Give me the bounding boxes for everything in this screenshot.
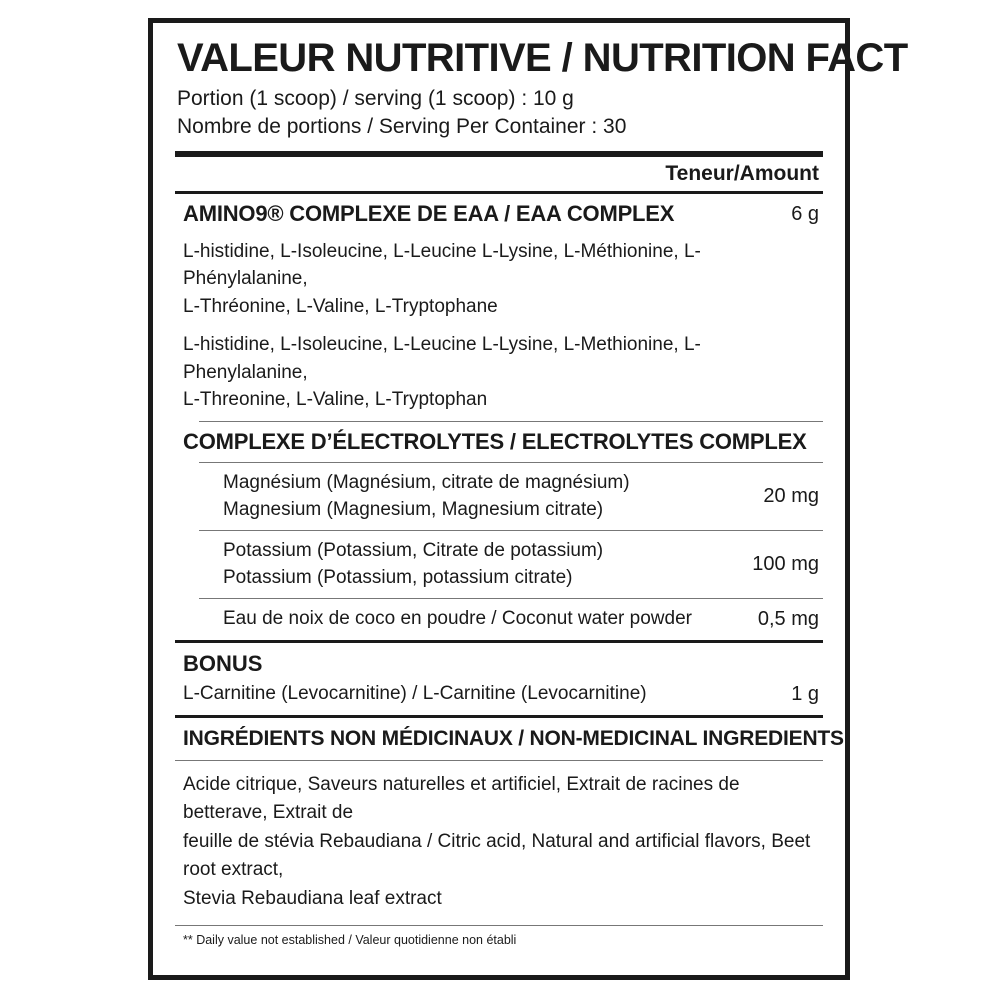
bonus-row-carnitine (175, 681, 823, 715)
eaa-list-french-line-1: L-histidine, L-Isoleucine, L-Leucine L-Lysine, L-Méthionine, L-Phénylalanine, (183, 240, 701, 290)
page-title: VALEUR NUTRITIVE / NUTRITION FACT (177, 36, 908, 80)
magnesium-label-french: Magnésium (Magnésium, citrate de magnésium) (223, 471, 630, 493)
eaa-list-french-line-2: L-Thréonine, L-Valine, L-Tryptophane (183, 295, 498, 317)
servings-per-container: Nombre de portions / Serving Per Container : 30 (177, 115, 627, 139)
ingredients-line-2: feuille de stévia Rebaudiana / Citric acid, Natural and artificial flavors, Beet root extract, (183, 830, 811, 881)
nutrient-row-potassium (175, 531, 823, 598)
magnesium-amount: 20 mg (763, 485, 819, 508)
nutrient-row-coconut-water-powder (175, 599, 823, 640)
potassium-amount: 100 mg (752, 553, 819, 576)
eaa-complex-row (175, 194, 823, 234)
coconut-water-powder-amount: 0,5 mg (757, 608, 819, 631)
coconut-water-powder-label: Eau de noix de coco en poudre / Coconut water powder (223, 608, 692, 630)
ingredients-section-title: INGRÉDIENTS NON MÉDICINAUX / NON-MEDICINAL INGREDIENTS (183, 726, 844, 750)
eaa-complex-title: AMINO9® COMPLEXE DE EAA / EAA COMPLEX (183, 200, 675, 226)
potassium-labels (175, 538, 603, 591)
electrolytes-complex-title: COMPLEXE D’ÉLECTROLYTES / ELECTROLYTES COMPLEX (183, 428, 807, 454)
daily-value-footnote: ** Daily value not established / Valeur quotidienne non établi (183, 933, 517, 948)
eaa-complex-amount: 6 g (791, 202, 819, 225)
magnesium-labels (175, 470, 630, 523)
bonus-section-title: BONUS (183, 650, 263, 676)
electrolytes-complex-row (175, 422, 823, 462)
eaa-list-english-line-1: L-histidine, L-Isoleucine, L-Leucine L-Lysine, L-Methionine, L-Phenylalanine, (183, 334, 701, 383)
carnitine-label: L-Carnitine (Levocarnitine) / L-Carnitine (Levocarnitine) (183, 683, 647, 705)
nutrition-facts-panel (148, 18, 908, 980)
serving-size: Portion (1 scoop) / serving (1 scoop) : 10 g (177, 87, 574, 110)
potassium-label-french: Potassium (Potassium, Citrate de potassium) (223, 540, 604, 562)
magnesium-label-english: Magnesium (Magnesium, Magnesium citrate) (223, 498, 604, 520)
carnitine-amount: 1 g (791, 682, 819, 705)
eaa-list-english (175, 322, 823, 421)
potassium-label-english: Potassium (Potassium, potassium citrate) (223, 566, 573, 588)
nutrient-row-magnesium (175, 463, 823, 530)
amount-column-header: Teneur/Amount (665, 161, 819, 185)
ingredients-line-1: Acide citrique, Saveurs naturelles et artificiel, Extrait de racines de betterave, Extrait de (183, 773, 740, 824)
eaa-list-french (175, 234, 823, 323)
ingredients-line-3: Stevia Rebaudiana leaf extract (183, 887, 442, 909)
eaa-list-english-line-2: L-Threonine, L-Valine, L-Tryptophan (183, 389, 488, 411)
nutrition-facts-content (175, 36, 908, 965)
ingredients-text (175, 761, 823, 926)
